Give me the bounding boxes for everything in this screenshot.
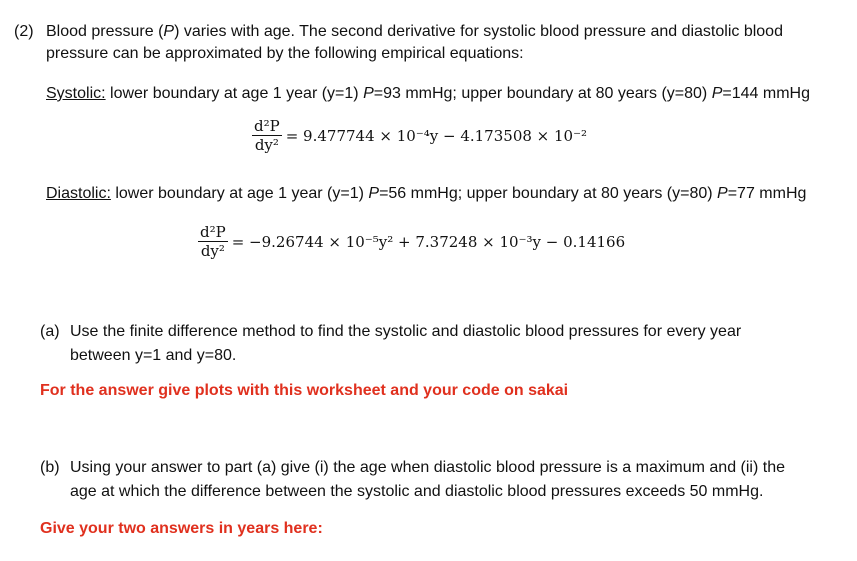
intro-text-cont: ) varies with age. The second derivative for systolic blood pressure and diastolic blood [174,23,783,40]
diastolic-var-2: P [717,185,728,202]
systolic-var: P [363,85,374,102]
systolic-lhs-num: d²P [254,117,280,135]
systolic-text: lower boundary at age 1 year (y=1) [105,85,364,102]
diastolic-text-3: =77 mmHg [727,185,807,202]
systolic-text-2: =93 mmHg; upper boundary at 80 years (y=80) [373,85,712,102]
part-b-line2: age at which the difference between the systolic and diastolic blood pressures exceeds 50 mmHg. [70,483,764,500]
systolic-lhs-fraction [252,118,282,153]
problem-number: (2) [14,23,34,40]
systolic-lhs-den: dy² [254,136,279,154]
systolic-condition [46,84,810,104]
part-b-line1: Using your answer to part (a) give (i) the age when diastolic blood pressure is a maximum and (ii) the [70,459,785,476]
diastolic-lhs-fraction [198,224,228,259]
diastolic-var: P [368,185,380,202]
diastolic-lhs-num: d²P [200,223,226,241]
intro-text: Blood pressure ( [46,23,164,40]
diastolic-lhs-den: dy² [200,242,225,260]
part-a-label: (a) [40,323,60,340]
systolic-label: Systolic: [46,85,106,102]
diastolic-label: Diastolic: [46,185,111,202]
part-b-label: (b) [40,459,60,476]
systolic-rhs: = 9.477744 × 10⁻⁴y − 4.173508 × 10⁻² [285,126,588,145]
part-a-answer-prompt: For the answer give plots with this worksheet and your code on sakai [40,382,569,399]
part-a-line1: Use the finite difference method to find the systolic and diastolic blood pressures for every year [70,323,742,340]
part-a-line2: between y=1 and y=80. [70,347,237,364]
systolic-var-2: P [711,85,723,102]
diastolic-equation [198,224,625,259]
intro-variable: P [163,23,175,40]
diastolic-condition [46,184,806,204]
problem-intro-line1 [46,22,783,42]
systolic-equation [252,118,587,153]
diastolic-text: lower boundary at age 1 year (y=1) [110,185,369,202]
part-b-answer-prompt: Give your two answers in years here: [40,520,323,537]
diastolic-rhs: = −9.26744 × 10⁻⁵y² + 7.37248 × 10⁻³y − 0.14166 [231,232,626,251]
systolic-text-3: =144 mmHg [722,85,810,102]
diastolic-text-2: =56 mmHg; upper boundary at 80 years (y=80) [379,185,718,202]
problem-intro-line2: pressure can be approximated by the following empirical equations: [46,45,524,62]
